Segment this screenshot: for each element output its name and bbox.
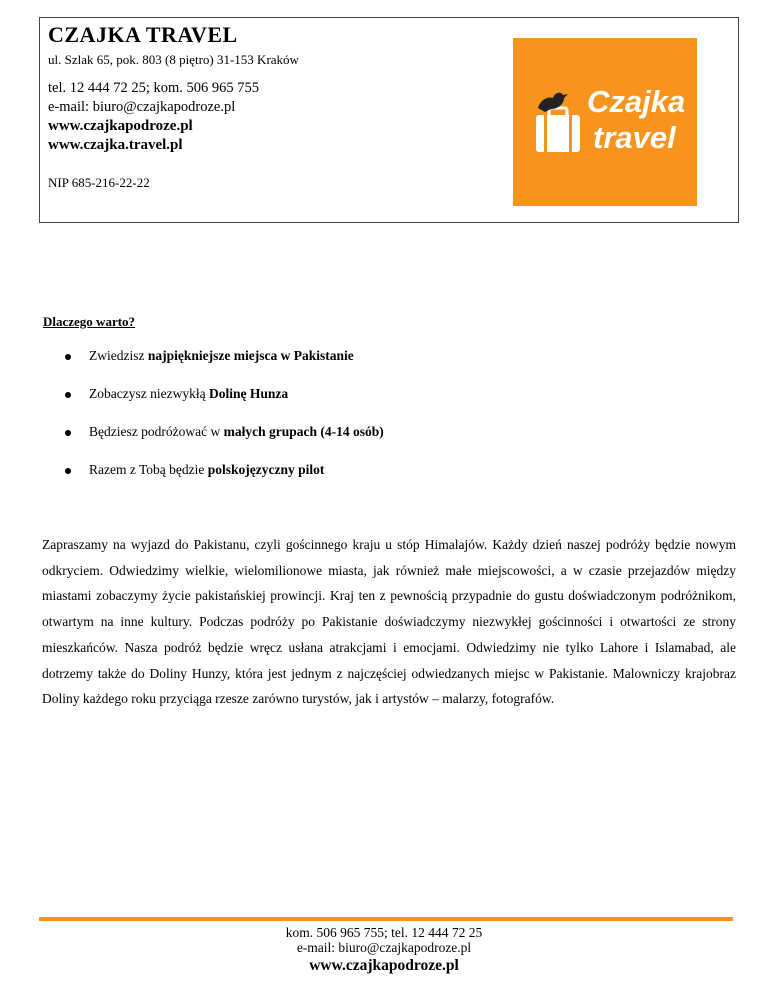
letterhead-box: [39, 17, 739, 223]
bullet-icon: [65, 354, 71, 360]
list-item: Zwiedzisz najpiękniejsze miejsca w Pakistanie: [60, 348, 384, 386]
list-item: Będziesz podróżować w małych grupach (4-14 osób): [60, 424, 384, 462]
list-item: Zobaczysz niezwykłą Dolinę Hunza: [60, 386, 384, 424]
bullet-icon: [65, 392, 71, 398]
footer-divider: [39, 917, 733, 921]
company-phone: tel. 12 444 72 25; kom. 506 965 755: [48, 80, 260, 96]
logo-text-line1: Czajka: [587, 84, 686, 119]
suitcase-with-bird-icon: [513, 38, 697, 206]
company-address: ul. Szlak 65, pok. 803 (8 piętro) 31-153 Kraków: [48, 52, 299, 67]
company-website-1[interactable]: www.czajkapodroze.pl: [48, 118, 193, 134]
company-nip: NIP 685-216-22-22: [48, 175, 150, 190]
trip-description: Zapraszamy na wyjazd do Pakistanu, czyli gościnnego kraju u stóp Himalajów. Każdy dzień naszej podróży będzie nowym odkryciem. Odwiedzimy wielkie, wielomilionowe miasta, jak również małe miejscowości, a w czasie przejazdów między miastami zobaczymy życie pakistańskiej prowincji. Kraj ten z pewnością przypadnie do gustu doświadczonym podróżnikom, otwartym na inne kultury. Podczas podróży po Pakistanie doświadczymy niezwykłej gościnności i otwartości ze strony mieszkańców. Nasza podróż będzie wręcz usłana atrakcjami i emocjami. Odwiedzimy nie tylko Lahore i Islamabad, ale dotrzemy także do Doliny Hunzy, która jest jednym z najczęściej odwiedzanych miejsc w Pakistanie. Malowniczy krajobraz Doliny każdego roku przyciąga rzesze zarówno turystów, jak i artystów – malarzy, fotografów.: [42, 537, 736, 707]
company-name: CZAJKA TRAVEL: [48, 22, 238, 47]
footer-website[interactable]: www.czajkapodroze.pl: [309, 957, 459, 974]
why-heading: Dlaczego warto?: [43, 314, 136, 329]
list-item: Razem z Tobą będzie polskojęzyczny pilot: [60, 462, 384, 500]
bullet-icon: [65, 468, 71, 474]
bullet-icon: [65, 430, 71, 436]
footer-phone: kom. 506 965 755; tel. 12 444 72 25: [285, 925, 483, 940]
company-email: e-mail: biuro@czajkapodroze.pl: [48, 99, 236, 115]
company-website-2[interactable]: www.czajka.travel.pl: [48, 137, 183, 153]
footer-email: e-mail: biuro@czajkapodroze.pl: [296, 940, 472, 955]
logo-text-line2: travel: [593, 120, 676, 155]
benefits-list: [60, 348, 384, 500]
czajka-travel-logo: [513, 38, 697, 206]
